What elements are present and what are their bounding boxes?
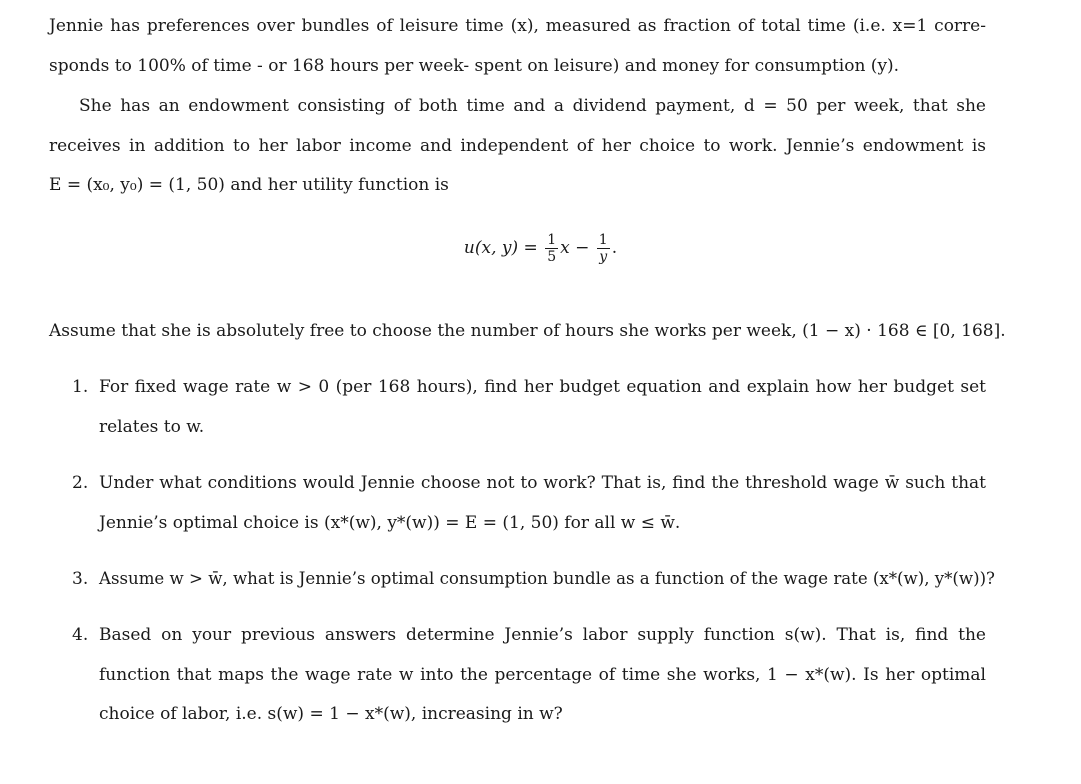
fraction-1-numerator: 1 bbox=[547, 232, 557, 248]
paragraph2-line1: She has an endowment consisting of both time and a dividend payment, d = 50 per week, that she bbox=[79, 96, 986, 116]
fraction-2-numerator: 1 bbox=[598, 232, 608, 248]
question-3-line1: Assume w > w̄, what is Jennie’s optimal consumption bundle as a function of the wage rate (x*(w), y*(w))? bbox=[99, 569, 995, 588]
utility-fraction-1 bbox=[545, 232, 558, 265]
paragraph2-line3: E = (x₀, y₀) = (1, 50) and her utility function is bbox=[49, 175, 449, 195]
question-2-line2: Jennie’s optimal choice is (x*(w), y*(w)) = E = (1, 50) for all w ≤ w̄. bbox=[99, 513, 681, 533]
paragraph2-line2: receives in addition to her labor income and independent of her choice to work. Jennie’s endowment is bbox=[49, 136, 986, 156]
question-3-number: 3. bbox=[72, 569, 89, 589]
utility-lhs: u(x, y) = bbox=[463, 238, 538, 258]
question-4-line2: function that maps the wage rate w into the percentage of time she works, 1 − x*(w). Is her optimal bbox=[99, 665, 986, 685]
question-4-line1: Based on your previous answers determine Jennie’s labor supply function s(w). That is, find the bbox=[99, 625, 986, 645]
question-1-line2: relates to w. bbox=[99, 417, 205, 437]
fraction-1-denominator: 5 bbox=[547, 249, 557, 265]
question-1-number: 1. bbox=[72, 377, 89, 397]
question-2-number: 2. bbox=[72, 473, 89, 493]
question-2-line1: Under what conditions would Jennie choose not to work? That is, find the threshold wage w̄ such that bbox=[99, 473, 986, 493]
question-4-line3: choice of labor, i.e. s(w) = 1 − x*(w), increasing in w? bbox=[99, 704, 563, 724]
utility-fraction-2 bbox=[597, 232, 610, 265]
question-1-line1: For fixed wage rate w > 0 (per 168 hours), find her budget equation and explain how her budget set bbox=[99, 377, 986, 397]
utility-end: . bbox=[611, 238, 618, 258]
question-4-number: 4. bbox=[72, 625, 89, 645]
utility-mid: x − bbox=[560, 238, 590, 258]
paragraph1-line1: Jennie has preferences over bundles of leisure time (x), measured as fraction of total time (i.e. x=1 corre- bbox=[49, 16, 986, 36]
utility-equation bbox=[0, 232, 1081, 265]
assumption-text: Assume that she is absolutely free to choose the number of hours she works per week, (1 − x) · 168 ∈ [0, 168]. bbox=[49, 321, 1006, 341]
fraction-2-denominator: y bbox=[599, 249, 608, 265]
paragraph1-line2: sponds to 100% of time - or 168 hours per week- spent on leisure) and money for consumption (y). bbox=[49, 56, 900, 76]
